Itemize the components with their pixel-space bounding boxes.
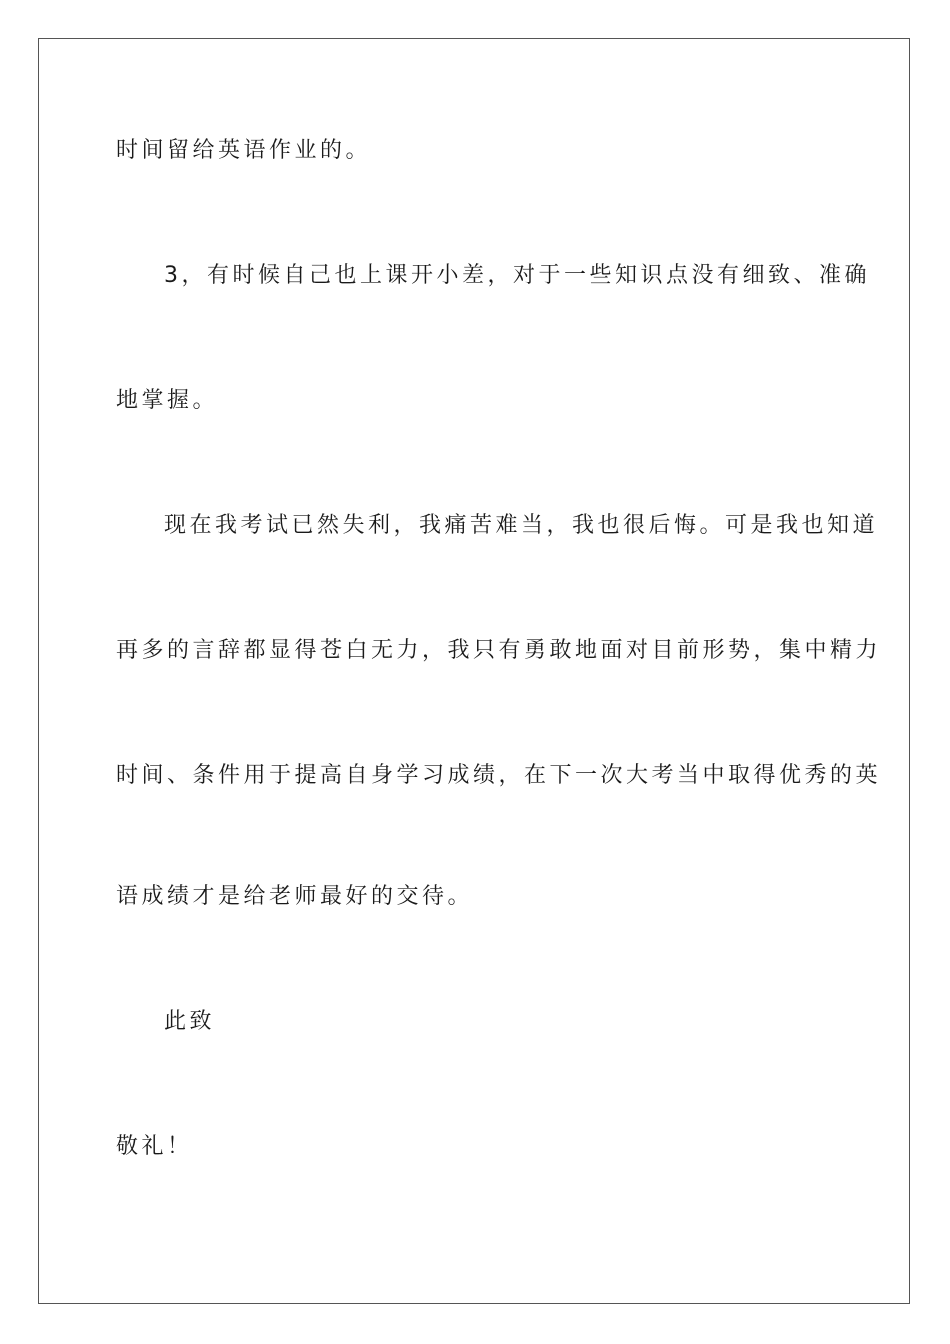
text-line-1: 时间留给英语作业的。 xyxy=(116,138,372,163)
text-line-2: 3，有时候自己也上课开小差，对于一些知识点没有细致、准确 xyxy=(164,263,870,288)
text-line-7: 语成绩才是给老师最好的交待。 xyxy=(116,884,474,909)
text-line-3: 地掌握。 xyxy=(116,388,219,413)
text-line-6: 时间、条件用于提高自身学习成绩，在下一次大考当中取得优秀的英 xyxy=(116,763,882,788)
page-border xyxy=(38,38,910,1304)
text-line-5: 再多的言辞都显得苍白无力，我只有勇敢地面对目前形势，集中精力 xyxy=(116,638,882,663)
text-line-4: 现在我考试已然失利，我痛苦难当，我也很后悔。可是我也知道 xyxy=(164,513,879,538)
closing-regards: 敬礼！ xyxy=(116,1134,193,1159)
closing-salutation: 此致 xyxy=(164,1009,216,1034)
